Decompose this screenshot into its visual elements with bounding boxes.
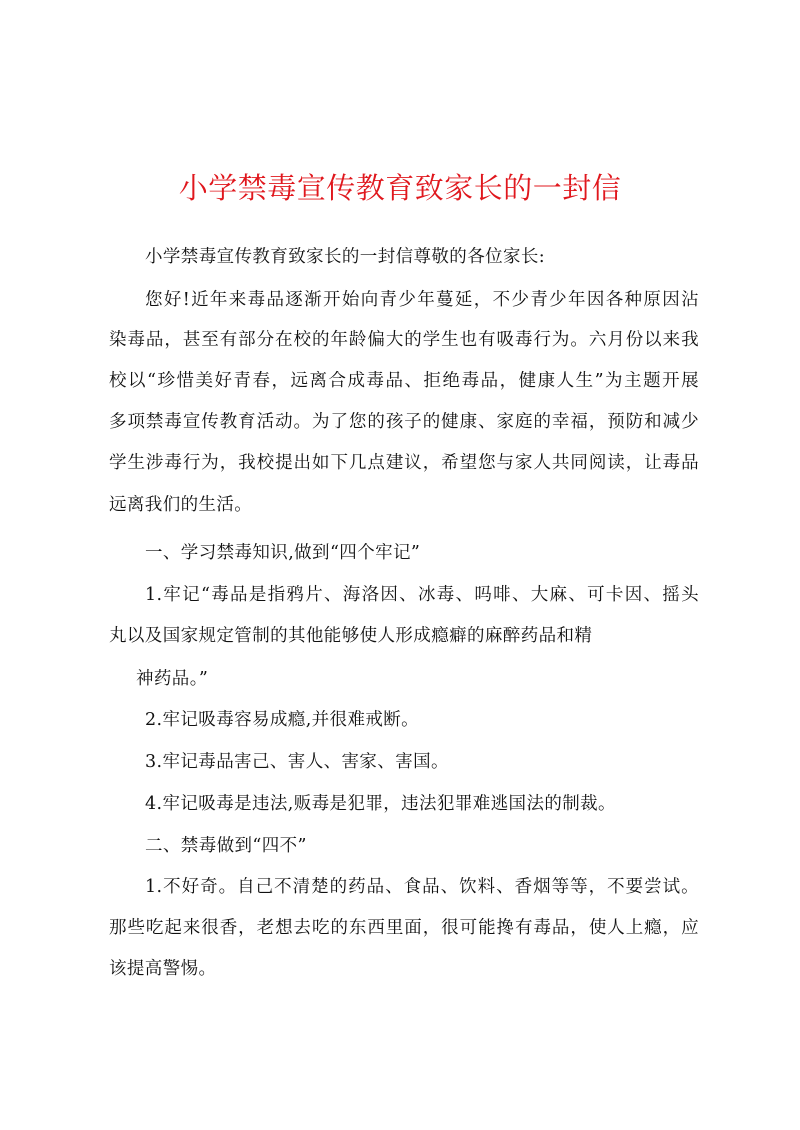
list-item: 2.牢记吸毒容易成瘾,并很难戒断。 — [145, 710, 420, 730]
paragraph-line: 那些吃起来很香，老想去吃的东西里面，很可能搀有毒品，使人上瘾，应 — [109, 918, 699, 938]
section-heading: 一、学习禁毒知识,做到“四个牢记” — [145, 543, 421, 563]
paragraph-line: 1.不好奇。自己不清楚的药品、食品、饮料、香烟等等，不要尝试。 — [145, 877, 699, 897]
paragraph-line: 该提高警惕。 — [109, 959, 217, 979]
paragraph-line: 您好!近年来毒品逐渐开始向青少年蔓延，不少青少年因各种原因沾 — [145, 290, 699, 310]
paragraph-line: 多项禁毒宣传教育活动。为了您的孩子的健康、家庭的幸福，预防和减少 — [109, 412, 699, 432]
section-heading: 二、禁毒做到“四不” — [145, 836, 307, 856]
document-title: 小学禁毒宣传教育致家长的一封信 — [178, 171, 622, 205]
list-item: 3.牢记毒品害己、害人、害家、害国。 — [145, 752, 449, 772]
list-item: 4.牢记吸毒是违法,贩毒是犯罪，违法犯罪难逃国法的制裁。 — [145, 794, 616, 814]
paragraph-line: 校以“珍惜美好青春，远离合成毒品、拒绝毒品，健康人生”为主题开展 — [109, 371, 699, 391]
paragraph-line: 神药品。” — [136, 669, 209, 689]
paragraph-line: 远离我们的生活。 — [109, 495, 253, 515]
paragraph-line: 小学禁毒宣传教育致家长的一封信尊敬的各位家长: — [145, 247, 546, 267]
paragraph-line: 1.牢记“毒品是指鸦片、海洛因、冰毒、吗啡、大麻、可卡因、摇头 — [145, 585, 699, 605]
paragraph-line: 染毒品，甚至有部分在校的年龄偏大的学生也有吸毒行为。六月份以来我 — [109, 330, 699, 350]
paragraph-line: 丸以及国家规定管制的其他能够使人形成瘾癖的麻醉药品和精 — [109, 626, 593, 646]
paragraph-line: 学生涉毒行为，我校提出如下几点建议，希望您与家人共同阅读，让毒品 — [109, 453, 699, 473]
